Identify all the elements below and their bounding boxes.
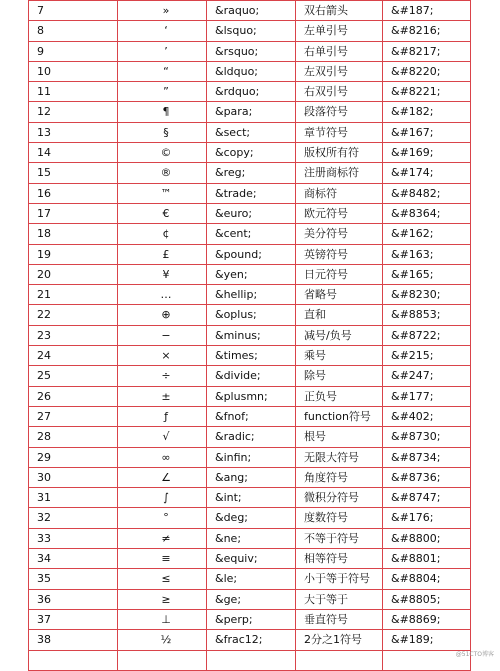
row-number-cell: 30	[29, 467, 118, 487]
row-number-cell: 14	[29, 143, 118, 163]
description-cell: 章节符号	[296, 122, 383, 142]
table-row	[29, 224, 471, 244]
table-row	[29, 609, 471, 629]
entity-name-cell: &fnof;	[207, 406, 296, 426]
symbol-cell: ×	[118, 346, 207, 366]
description-cell: 大于等于	[296, 589, 383, 609]
row-number-cell: 34	[29, 549, 118, 569]
row-number-cell: 15	[29, 163, 118, 183]
table-row	[29, 82, 471, 102]
symbol-cell: ÷	[118, 366, 207, 386]
row-number-cell: 18	[29, 224, 118, 244]
entity-name-cell: &divide;	[207, 366, 296, 386]
entity-name-cell: &rdquo;	[207, 82, 296, 102]
symbol-cell: °	[118, 508, 207, 528]
description-cell: 小于等于符号	[296, 569, 383, 589]
numeric-code-cell: &#177;	[383, 386, 471, 406]
symbol-cell: −	[118, 325, 207, 345]
description-cell: 除号	[296, 366, 383, 386]
table-row	[29, 41, 471, 61]
entity-name-cell: &raquo;	[207, 1, 296, 21]
symbol-cell: ≠	[118, 528, 207, 548]
row-number-cell: 17	[29, 203, 118, 223]
numeric-code-cell: &#187;	[383, 1, 471, 21]
symbol-cell: ∫	[118, 488, 207, 508]
description-cell: 角度符号	[296, 467, 383, 487]
table-body	[29, 1, 471, 671]
symbol-cell: “	[118, 61, 207, 81]
entity-name-cell: &times;	[207, 346, 296, 366]
row-number-cell: 26	[29, 386, 118, 406]
entity-name-cell: &plusmn;	[207, 386, 296, 406]
symbol-cell: ”	[118, 82, 207, 102]
row-number-cell: 24	[29, 346, 118, 366]
description-cell: 直和	[296, 305, 383, 325]
symbol-cell: ½	[118, 630, 207, 650]
numeric-code-cell: &#8853;	[383, 305, 471, 325]
entity-name-cell: &cent;	[207, 224, 296, 244]
description-cell: 不等于符号	[296, 528, 383, 548]
numeric-code-cell: &#182;	[383, 102, 471, 122]
symbol-cell	[118, 650, 207, 670]
numeric-code-cell: &#8722;	[383, 325, 471, 345]
description-cell	[296, 650, 383, 670]
html-entity-table	[28, 0, 471, 671]
row-number-cell: 33	[29, 528, 118, 548]
numeric-code-cell: &#8730;	[383, 427, 471, 447]
description-cell: 相等符号	[296, 549, 383, 569]
description-cell: 段落符号	[296, 102, 383, 122]
row-number-cell: 31	[29, 488, 118, 508]
description-cell: 省略号	[296, 285, 383, 305]
symbol-cell: ®	[118, 163, 207, 183]
entity-name-cell: &ldquo;	[207, 61, 296, 81]
entity-name-cell: &lsquo;	[207, 21, 296, 41]
table-row	[29, 549, 471, 569]
numeric-code-cell: &#8804;	[383, 569, 471, 589]
symbol-cell: §	[118, 122, 207, 142]
numeric-code-cell: &#247;	[383, 366, 471, 386]
watermark: @51CTO博客	[455, 651, 494, 658]
symbol-cell: ’	[118, 41, 207, 61]
table-row	[29, 447, 471, 467]
entity-name-cell: &minus;	[207, 325, 296, 345]
table-row	[29, 143, 471, 163]
numeric-code-cell: &#8220;	[383, 61, 471, 81]
description-cell: 乘号	[296, 346, 383, 366]
entity-name-cell: &radic;	[207, 427, 296, 447]
symbol-cell: ¥	[118, 264, 207, 284]
numeric-code-cell: &#176;	[383, 508, 471, 528]
row-number-cell: 32	[29, 508, 118, 528]
row-number-cell: 28	[29, 427, 118, 447]
description-cell: 度数符号	[296, 508, 383, 528]
row-number-cell: 25	[29, 366, 118, 386]
table-row	[29, 528, 471, 548]
entity-name-cell: &oplus;	[207, 305, 296, 325]
entity-name-cell: &reg;	[207, 163, 296, 183]
table-row	[29, 122, 471, 142]
table-row	[29, 630, 471, 650]
table-row	[29, 305, 471, 325]
symbol-cell: ∠	[118, 467, 207, 487]
numeric-code-cell: &#167;	[383, 122, 471, 142]
symbol-cell: »	[118, 1, 207, 21]
entity-name-cell: &pound;	[207, 244, 296, 264]
symbol-cell: ±	[118, 386, 207, 406]
row-number-cell: 22	[29, 305, 118, 325]
numeric-code-cell: &#8221;	[383, 82, 471, 102]
symbol-cell: ≤	[118, 569, 207, 589]
symbol-cell: √	[118, 427, 207, 447]
entity-name-cell	[207, 650, 296, 670]
table-row	[29, 346, 471, 366]
numeric-code-cell: &#8747;	[383, 488, 471, 508]
entity-name-cell: &infin;	[207, 447, 296, 467]
description-cell: 注册商标符	[296, 163, 383, 183]
entity-name-cell: &sect;	[207, 122, 296, 142]
symbol-cell: ƒ	[118, 406, 207, 426]
numeric-code-cell: &#165;	[383, 264, 471, 284]
table-row	[29, 163, 471, 183]
numeric-code-cell: &#8801;	[383, 549, 471, 569]
numeric-code-cell: &#8800;	[383, 528, 471, 548]
table-row	[29, 406, 471, 426]
numeric-code-cell: &#8364;	[383, 203, 471, 223]
entity-name-cell: &copy;	[207, 143, 296, 163]
description-cell: 正负号	[296, 386, 383, 406]
entity-name-cell: &ne;	[207, 528, 296, 548]
numeric-code-cell: &#8805;	[383, 589, 471, 609]
numeric-code-cell: &#189;	[383, 630, 471, 650]
numeric-code-cell: &#8869;	[383, 609, 471, 629]
description-cell: 英镑符号	[296, 244, 383, 264]
table-row	[29, 508, 471, 528]
table-row	[29, 1, 471, 21]
table-row	[29, 366, 471, 386]
entity-name-cell: &yen;	[207, 264, 296, 284]
numeric-code-cell: &#162;	[383, 224, 471, 244]
description-cell: 商标符	[296, 183, 383, 203]
description-cell: 减号/负号	[296, 325, 383, 345]
symbol-cell: ¶	[118, 102, 207, 122]
numeric-code-cell: &#8217;	[383, 41, 471, 61]
table-row	[29, 589, 471, 609]
symbol-cell: ≥	[118, 589, 207, 609]
entity-name-cell: &ge;	[207, 589, 296, 609]
row-number-cell: 21	[29, 285, 118, 305]
row-number-cell: 35	[29, 569, 118, 589]
symbol-cell: ⊥	[118, 609, 207, 629]
row-number-cell	[29, 650, 118, 670]
row-number-cell: 20	[29, 264, 118, 284]
numeric-code-cell: &#174;	[383, 163, 471, 183]
row-number-cell: 19	[29, 244, 118, 264]
numeric-code-cell: &#8482;	[383, 183, 471, 203]
description-cell: 2分之1符号	[296, 630, 383, 650]
description-cell: 无限大符号	[296, 447, 383, 467]
row-number-cell: 7	[29, 1, 118, 21]
row-number-cell: 29	[29, 447, 118, 467]
description-cell: 左单引号	[296, 21, 383, 41]
entity-name-cell: &hellip;	[207, 285, 296, 305]
entity-name-cell: &perp;	[207, 609, 296, 629]
description-cell: 微积分符号	[296, 488, 383, 508]
description-cell: function符号	[296, 406, 383, 426]
symbol-cell: ™	[118, 183, 207, 203]
entity-name-cell: &trade;	[207, 183, 296, 203]
description-cell: 版权所有符	[296, 143, 383, 163]
row-number-cell: 9	[29, 41, 118, 61]
entity-name-cell: &equiv;	[207, 549, 296, 569]
description-cell: 双右箭头	[296, 1, 383, 21]
numeric-code-cell: &#8734;	[383, 447, 471, 467]
row-number-cell: 36	[29, 589, 118, 609]
symbol-cell: ¢	[118, 224, 207, 244]
table-row	[29, 386, 471, 406]
description-cell: 垂直符号	[296, 609, 383, 629]
row-number-cell: 16	[29, 183, 118, 203]
table-row	[29, 183, 471, 203]
symbol-cell: ∞	[118, 447, 207, 467]
entity-name-cell: &rsquo;	[207, 41, 296, 61]
entity-table-container	[28, 0, 470, 671]
table-row	[29, 467, 471, 487]
table-row	[29, 244, 471, 264]
row-number-cell: 12	[29, 102, 118, 122]
table-row	[29, 102, 471, 122]
entity-name-cell: &ang;	[207, 467, 296, 487]
table-row	[29, 61, 471, 81]
row-number-cell: 37	[29, 609, 118, 629]
table-row	[29, 488, 471, 508]
symbol-cell: ≡	[118, 549, 207, 569]
entity-name-cell: &para;	[207, 102, 296, 122]
table-row	[29, 569, 471, 589]
entity-name-cell: &le;	[207, 569, 296, 589]
row-number-cell: 13	[29, 122, 118, 142]
numeric-code-cell: &#163;	[383, 244, 471, 264]
description-cell: 日元符号	[296, 264, 383, 284]
table-row	[29, 21, 471, 41]
description-cell: 美分符号	[296, 224, 383, 244]
symbol-cell: €	[118, 203, 207, 223]
table-row	[29, 264, 471, 284]
numeric-code-cell: &#402;	[383, 406, 471, 426]
row-number-cell: 10	[29, 61, 118, 81]
table-row	[29, 285, 471, 305]
symbol-cell: ©	[118, 143, 207, 163]
numeric-code-cell: &#8230;	[383, 285, 471, 305]
description-cell: 欧元符号	[296, 203, 383, 223]
description-cell: 根号	[296, 427, 383, 447]
row-number-cell: 11	[29, 82, 118, 102]
description-cell: 右双引号	[296, 82, 383, 102]
entity-name-cell: &frac12;	[207, 630, 296, 650]
row-number-cell: 23	[29, 325, 118, 345]
description-cell: 右单引号	[296, 41, 383, 61]
entity-name-cell: &euro;	[207, 203, 296, 223]
table-row	[29, 203, 471, 223]
numeric-code-cell: &#8736;	[383, 467, 471, 487]
table-row	[29, 427, 471, 447]
row-number-cell: 8	[29, 21, 118, 41]
numeric-code-cell: &#169;	[383, 143, 471, 163]
symbol-cell: £	[118, 244, 207, 264]
symbol-cell: ‘	[118, 21, 207, 41]
row-number-cell: 38	[29, 630, 118, 650]
numeric-code-cell: &#8216;	[383, 21, 471, 41]
symbol-cell: ⊕	[118, 305, 207, 325]
table-row	[29, 650, 471, 670]
entity-name-cell: &deg;	[207, 508, 296, 528]
symbol-cell: …	[118, 285, 207, 305]
numeric-code-cell: &#215;	[383, 346, 471, 366]
table-row	[29, 325, 471, 345]
description-cell: 左双引号	[296, 61, 383, 81]
entity-name-cell: &int;	[207, 488, 296, 508]
row-number-cell: 27	[29, 406, 118, 426]
